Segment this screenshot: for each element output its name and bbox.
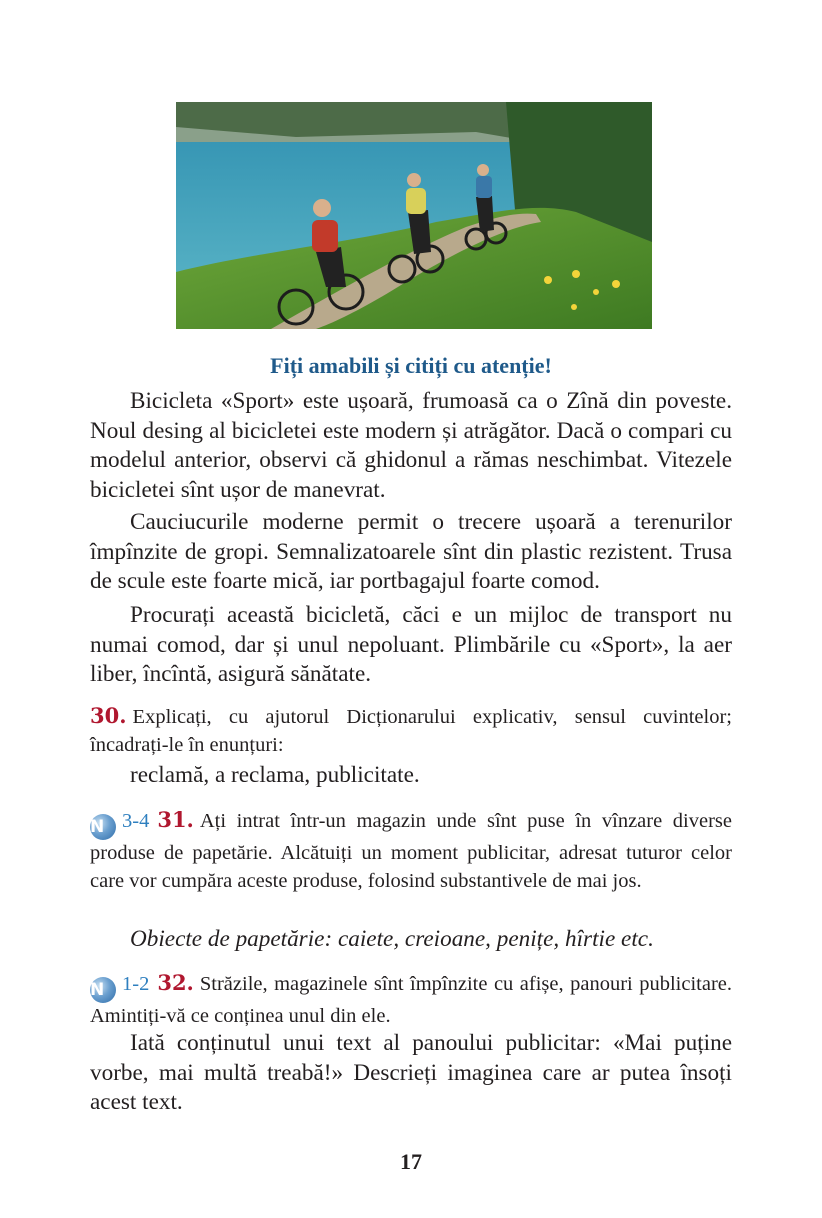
exercise-30-text: Explicați, cu ajutorul Dicționarului explicativ, sensul cuvintelor; încadrați-le în enunțuri: [90,706,732,756]
exercise-32-level: 1-2 [122,973,150,995]
n-level-badge-icon: N [90,814,116,840]
page-title: Fiți amabili și citiți cu atenție! [270,353,552,378]
exercise-30-words: reclamă, a reclama, publicitate. [130,762,420,788]
exercise-31 [90,806,732,895]
paragraph-1 [90,387,732,505]
exercise-32-text: Străzile, magazinele sînt împînzite cu afișe, panouri publicitare. Amintiți-vă ce conținea unul din ele. [90,973,732,1027]
cyclists-lake-illustration [176,102,652,329]
exercise-31-text: Ați intrat într-un magazin unde sînt puse în vînzare diverse produse de papetărie. Alcătuiți un moment publicitar, adresat tuturor celor care vor cumpăra aceste produse, folosind substantivele de mai jos. [90,810,732,892]
exercise-32-number: 32. [157,970,194,995]
exercise-30-number: 30. [90,703,127,728]
paragraph-4-text: Iată conținutul unui text al panoului publicitar: «Mai puține vorbe, mai multă treabă!» Descrieți imaginea care ar putea însoți acest text. [90,1030,732,1115]
paragraph-3 [90,601,732,690]
n-level-badge-icon: N [90,977,116,1003]
paragraph-2 [90,508,732,597]
exercise-31-number: 31. [157,807,194,832]
paragraph-1-text: Bicicleta «Sport» este ușoară, frumoasă ca o Zînă din poveste. Noul desing al bicicletei este modern și atrăgător. Dacă o compari cu modelul anterior, observi că ghidonul a rămas neschimbat. Vitezele bicicletei sînt ușor de manevrat. [90,388,732,503]
exercise-32 [90,969,732,1031]
exercise-30 [90,702,732,759]
paragraph-4 [90,1029,732,1118]
paragraph-3-text: Procurați această bicicletă, căci e un mijloc de transport nu numai comod, dar și unul nepoluant. Plimbările cu «Sport», la aer liber, încîntă, asigură sănătate. [90,602,732,687]
exercise-31-level: 3-4 [122,810,150,832]
page-number: 17 [400,1149,422,1174]
cyclists-lake-photo [176,102,652,329]
paragraph-2-text: Cauciucurile moderne permit o trecere ușoară a terenurilor împînzite de gropi. Semnalizatoarele sînt din plastic rezistent. Trusa de scule este foarte mică, iar portbagajul foarte comod. [90,509,732,594]
exercise-31-italic: Obiecte de papetărie: caiete, creioane, penițe, hîrtie etc. [130,926,654,952]
